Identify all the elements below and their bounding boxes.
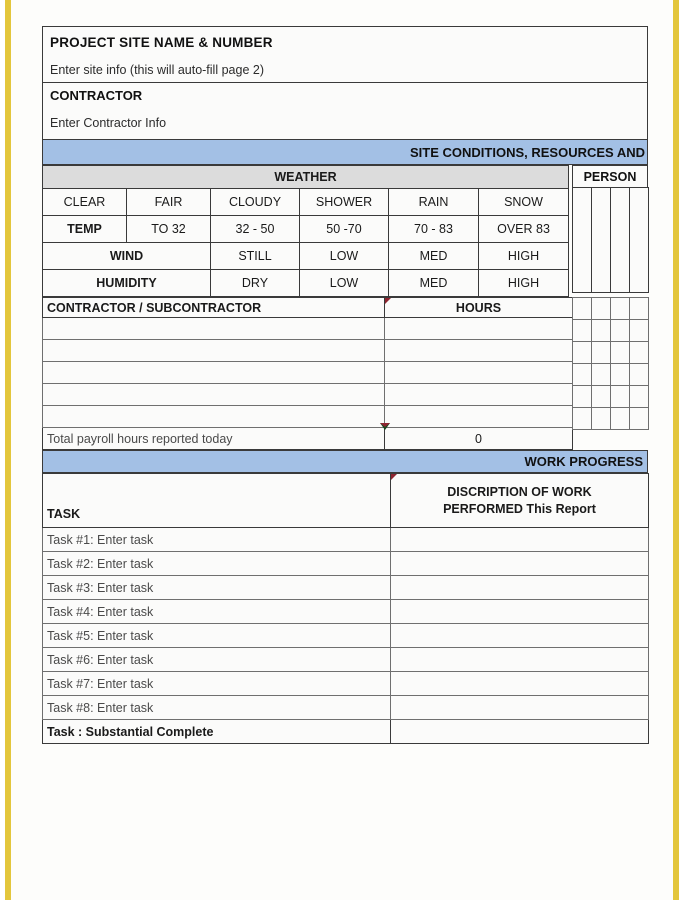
personnel-cell[interactable] — [611, 298, 630, 320]
task-row — [43, 552, 649, 576]
humidity-level-high[interactable]: HIGH — [479, 270, 569, 297]
personnel-cell[interactable] — [630, 188, 649, 293]
task-label[interactable]: Task #8: Enter task — [43, 696, 391, 720]
payroll-personnel-row — [573, 320, 649, 342]
payroll-personnel-row — [573, 386, 649, 408]
daily-report-sheet — [42, 26, 648, 744]
substantial-complete-input[interactable] — [391, 720, 649, 744]
weather-conditions-row — [43, 189, 569, 216]
personnel-count-grid — [572, 187, 649, 293]
task-row — [43, 696, 649, 720]
payroll-entry-row — [43, 406, 573, 428]
personnel-cell[interactable] — [573, 342, 592, 364]
humidity-label: HUMIDITY — [43, 270, 211, 297]
hours-header — [385, 298, 573, 318]
personnel-cell[interactable] — [630, 408, 649, 430]
personnel-cell[interactable] — [630, 364, 649, 386]
weather-cell-fair[interactable]: FAIR — [127, 189, 211, 216]
wind-level-med[interactable]: MED — [389, 243, 479, 270]
section-band-work-progress: WORK PROGRESS — [42, 450, 648, 473]
personnel-area — [572, 165, 648, 293]
weather-table — [42, 165, 569, 297]
personnel-cell[interactable] — [592, 342, 611, 364]
payroll-personnel-row — [573, 364, 649, 386]
comment-marker-icon — [380, 423, 390, 430]
contractor-hours-input[interactable] — [385, 318, 573, 340]
contractor-name-input[interactable] — [43, 406, 385, 428]
wind-label: WIND — [43, 243, 211, 270]
task-row — [43, 576, 649, 600]
personnel-cell[interactable] — [611, 320, 630, 342]
wind-level-still[interactable]: STILL — [211, 243, 300, 270]
task-description-input[interactable] — [391, 552, 649, 576]
site-conditions-area — [42, 165, 648, 297]
contractor-hours-input[interactable] — [385, 406, 573, 428]
personnel-cell[interactable] — [573, 320, 592, 342]
weather-cell-snow[interactable]: SNOW — [479, 189, 569, 216]
task-label[interactable]: Task #3: Enter task — [43, 576, 391, 600]
task-row — [43, 624, 649, 648]
wind-row — [43, 243, 569, 270]
wind-level-low[interactable]: LOW — [300, 243, 389, 270]
payroll-personnel-row — [573, 298, 649, 320]
personnel-cell[interactable] — [611, 386, 630, 408]
personnel-cell[interactable] — [592, 298, 611, 320]
task-description-input[interactable] — [391, 576, 649, 600]
personnel-cell[interactable] — [573, 298, 592, 320]
personnel-cell[interactable] — [611, 364, 630, 386]
payroll-area — [42, 297, 648, 450]
task-label[interactable]: Task #2: Enter task — [43, 552, 391, 576]
task-description-input[interactable] — [391, 624, 649, 648]
contractor-hours-table — [42, 297, 573, 450]
temp-range-32-50[interactable]: 32 - 50 — [211, 216, 300, 243]
payroll-personnel-grid — [572, 297, 649, 430]
personnel-cell[interactable] — [611, 188, 630, 293]
personnel-cell[interactable] — [573, 386, 592, 408]
page-title: PROJECT SITE NAME & NUMBER — [50, 34, 273, 50]
personnel-grid-row — [573, 188, 649, 293]
temperature-row — [43, 216, 569, 243]
contractor-name-input[interactable] — [43, 318, 385, 340]
payroll-entry-row — [43, 362, 573, 384]
personnel-cell[interactable] — [630, 386, 649, 408]
humidity-level-dry[interactable]: DRY — [211, 270, 300, 297]
payroll-entry-row — [43, 384, 573, 406]
total-payroll-value-cell — [385, 428, 573, 450]
wind-level-high[interactable]: HIGH — [479, 243, 569, 270]
task-row — [43, 672, 649, 696]
hours-header-label: HOURS — [455, 300, 502, 315]
task-label[interactable]: Task #4: Enter task — [43, 600, 391, 624]
task-label[interactable]: Task #7: Enter task — [43, 672, 391, 696]
task-label[interactable]: Task #1: Enter task — [43, 528, 391, 552]
personnel-cell[interactable] — [592, 386, 611, 408]
contractor-label: CONTRACTOR — [50, 87, 143, 103]
contractor-name-input[interactable] — [43, 384, 385, 406]
payroll-personnel-row — [573, 408, 649, 430]
personnel-cell[interactable] — [592, 408, 611, 430]
weather-section-label: WEATHER — [43, 166, 569, 189]
contractor-name-input[interactable] — [43, 362, 385, 384]
weather-cell-clear[interactable]: CLEAR — [43, 189, 127, 216]
task-description-input[interactable] — [391, 648, 649, 672]
description-header-line2: PERFORMED This Report — [443, 501, 596, 516]
contractor-hours-input[interactable] — [385, 340, 573, 362]
personnel-cell[interactable] — [573, 364, 592, 386]
work-progress-header-row — [43, 474, 649, 528]
description-column-header — [391, 474, 649, 528]
page-frame-left-stripe — [5, 0, 11, 900]
personnel-cell[interactable] — [630, 342, 649, 364]
task-row — [43, 648, 649, 672]
work-progress-table — [42, 473, 649, 744]
task-row — [43, 528, 649, 552]
substantial-complete-label: Task : Substantial Complete — [43, 720, 391, 744]
task-column-header: TASK — [43, 474, 391, 528]
task-label[interactable]: Task #5: Enter task — [43, 624, 391, 648]
contractor-info-input[interactable]: Enter Contractor Info — [50, 116, 167, 130]
temp-range-over-83[interactable]: OVER 83 — [479, 216, 569, 243]
payroll-total-row — [43, 428, 573, 450]
comment-marker-icon — [391, 474, 397, 480]
contractor-subcontractor-header: CONTRACTOR / SUBCONTRACTOR — [43, 298, 385, 318]
personnel-cell[interactable] — [611, 408, 630, 430]
personnel-cell[interactable] — [592, 364, 611, 386]
watermark-text — [46, 864, 376, 876]
personnel-cell[interactable] — [630, 298, 649, 320]
comment-marker-icon — [385, 298, 391, 304]
humidity-level-low[interactable]: LOW — [300, 270, 389, 297]
personnel-header-label: PERSON — [572, 165, 648, 187]
section-band-site-conditions: SITE CONDITIONS, RESOURCES AND — [42, 140, 648, 165]
task-description-input[interactable] — [391, 696, 649, 720]
personnel-cell[interactable] — [573, 408, 592, 430]
personnel-cell[interactable] — [592, 320, 611, 342]
weather-cell-rain[interactable]: RAIN — [389, 189, 479, 216]
total-payroll-value: 0 — [475, 431, 482, 446]
payroll-personnel-row — [573, 342, 649, 364]
task-description-input[interactable] — [391, 528, 649, 552]
total-payroll-label: Total payroll hours reported today — [43, 428, 385, 450]
task-label[interactable]: Task #6: Enter task — [43, 648, 391, 672]
weather-header-row — [43, 166, 569, 189]
contractor-hours-input[interactable] — [385, 384, 573, 406]
description-header-line1: DISCRIPTION OF WORK — [447, 484, 592, 499]
contractor-name-input[interactable] — [43, 340, 385, 362]
temp-label: TEMP — [43, 216, 127, 243]
payroll-header-row — [43, 298, 573, 318]
personnel-cell[interactable] — [573, 188, 592, 293]
personnel-cell[interactable] — [630, 320, 649, 342]
task-final-row — [43, 720, 649, 744]
page-frame-right-stripe — [673, 0, 679, 900]
weather-cell-shower[interactable]: SHOWER — [300, 189, 389, 216]
temp-range-50-70[interactable]: 50 -70 — [300, 216, 389, 243]
temp-range-70-83[interactable]: 70 - 83 — [389, 216, 479, 243]
personnel-cell[interactable] — [611, 342, 630, 364]
weather-cell-cloudy[interactable]: CLOUDY — [211, 189, 300, 216]
humidity-level-med[interactable]: MED — [389, 270, 479, 297]
task-description-input[interactable] — [391, 600, 649, 624]
payroll-entry-row — [43, 318, 573, 340]
task-row — [43, 600, 649, 624]
temp-range-to-32[interactable]: TO 32 — [127, 216, 211, 243]
task-description-input[interactable] — [391, 672, 649, 696]
header-block — [42, 26, 648, 140]
site-info-input[interactable]: Enter site info (this will auto-fill page 2) — [43, 57, 647, 83]
payroll-entry-row — [43, 340, 573, 362]
humidity-row — [43, 270, 569, 297]
personnel-cell[interactable] — [592, 188, 611, 293]
contractor-hours-input[interactable] — [385, 362, 573, 384]
